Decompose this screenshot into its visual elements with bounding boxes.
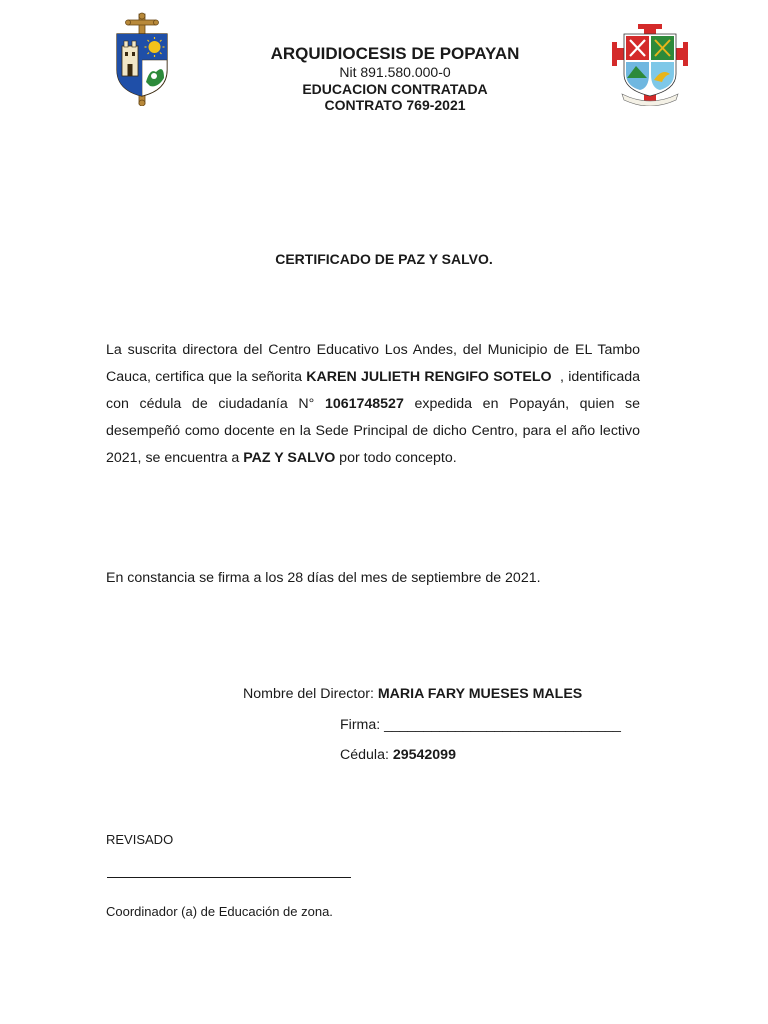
body-text: expedida en Popayán, quien se desempeñó como docente en la Sede Principal de dicho Centro, para el año lectivo 2021, se encuentra a bbox=[106, 396, 640, 466]
nit-number: Nit 891.580.000-0 bbox=[339, 64, 451, 81]
body-text: por todo concepto. bbox=[335, 450, 457, 466]
revisado-label: REVISADO bbox=[106, 832, 174, 847]
firma-blank: ______________________________ bbox=[384, 717, 621, 733]
director-name: MARIA FARY MUESES MALES bbox=[377, 686, 583, 702]
header-subtitle: EDUCACION CONTRATADA bbox=[302, 80, 488, 97]
municipal-coat-of-arms-icon bbox=[610, 22, 690, 106]
contract-number: CONTRATO 769-2021 bbox=[324, 97, 466, 114]
director-name-line bbox=[243, 686, 582, 702]
teacher-name: KAREN JULIETH RENGIFO SOTELO bbox=[306, 369, 552, 385]
firma-label: Firma: bbox=[340, 717, 385, 733]
document-title: CERTIFICADO DE PAZ Y SALVO. bbox=[275, 251, 493, 267]
cedula-label: Cédula: bbox=[340, 747, 393, 763]
signing-statement: En constancia se firma a los 28 días del mes de septiembre de 2021. bbox=[106, 570, 541, 586]
body-text: La suscrita directora del Centro Educativo Los Andes, del Municipio de EL Tambo Cauca, certifica que la señorita bbox=[106, 342, 640, 385]
certificate-body bbox=[106, 337, 644, 472]
director-cedula: 29542099 bbox=[392, 747, 456, 763]
document-header bbox=[200, 44, 590, 114]
reviewer-signature-line bbox=[107, 877, 351, 878]
coordinator-label: Coordinador (a) de Educación de zona. bbox=[106, 904, 333, 919]
archdiocese-coat-of-arms-icon bbox=[108, 12, 176, 106]
body-text: , identificada con cédula de ciudadanía N° bbox=[106, 369, 644, 412]
director-label: Nombre del Director: bbox=[243, 686, 378, 702]
status-text: PAZ Y SALVO bbox=[243, 450, 336, 466]
organization-name: ARQUIDIOCESIS DE POPAYAN bbox=[270, 44, 520, 63]
director-cedula-line bbox=[340, 747, 456, 763]
signature-line bbox=[340, 717, 621, 733]
teacher-cedula: 1061748527 bbox=[324, 396, 404, 412]
